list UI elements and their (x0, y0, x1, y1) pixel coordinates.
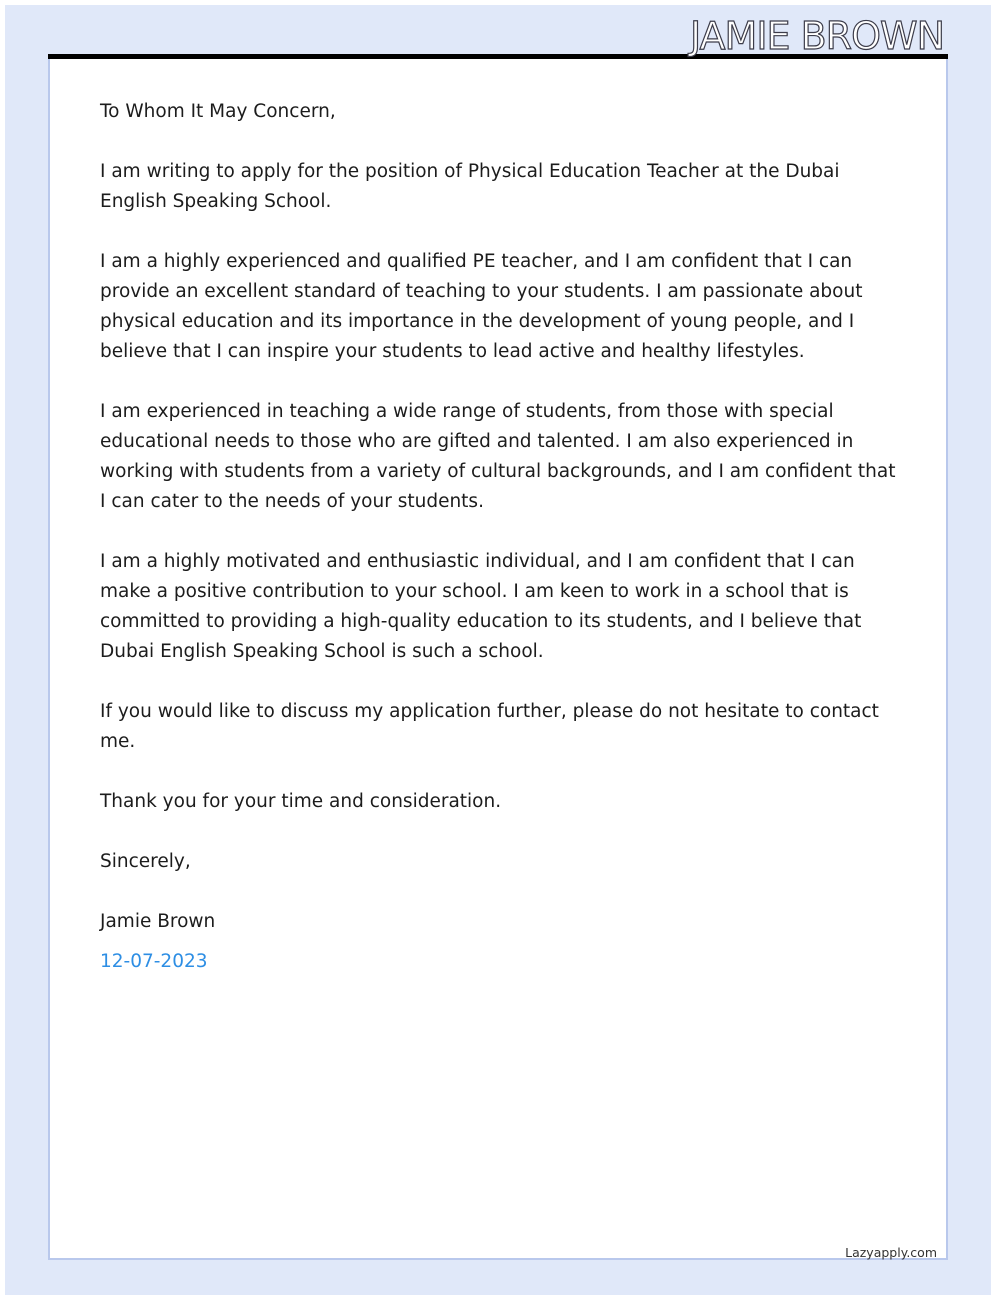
applicant-name-heading: JAMIE BROWN (690, 14, 944, 58)
cover-letter-body (100, 97, 900, 977)
letter-paragraph-1: I am writing to apply for the position of Physical Education Teacher at the Dubai English Speaking School. (100, 161, 840, 212)
letter-paragraph-3: I am experienced in teaching a wide range of students, from those with special educational needs to those who are gifted and talented. I am also experienced in working with students from a variety of cultural backgrounds, and I am confident that I can cater to the needs of your students. (100, 401, 896, 512)
letter-paragraph-4: I am a highly motivated and enthusiastic individual, and I am confident that I can make a positive contribution to your school. I am keen to work in a school that is committed to providing a high-quality education to its students, and I believe that Dubai English Speaking School is such a school. (100, 551, 862, 662)
letter-closing: Sincerely, (100, 851, 191, 872)
letter-date: 12-07-2023 (100, 951, 208, 972)
letter-paragraph-5: If you would like to discuss my application further, please do not hesitate to contact me. (100, 701, 879, 752)
letter-signature: Jamie Brown (100, 911, 216, 932)
letter-paragraph-6: Thank you for your time and consideration. (100, 791, 502, 812)
letter-salutation: To Whom It May Concern, (100, 101, 336, 122)
letter-paragraph-2: I am a highly experienced and qualified PE teacher, and I am confident that I can provide an excellent standard of teaching to your students. I am passionate about physical education and its importance in the development of young people, and I believe that I can inspire your students to lead active and healthy lifestyles. (100, 251, 863, 362)
footer-brand-link[interactable]: Lazyapply.com (845, 1245, 937, 1260)
